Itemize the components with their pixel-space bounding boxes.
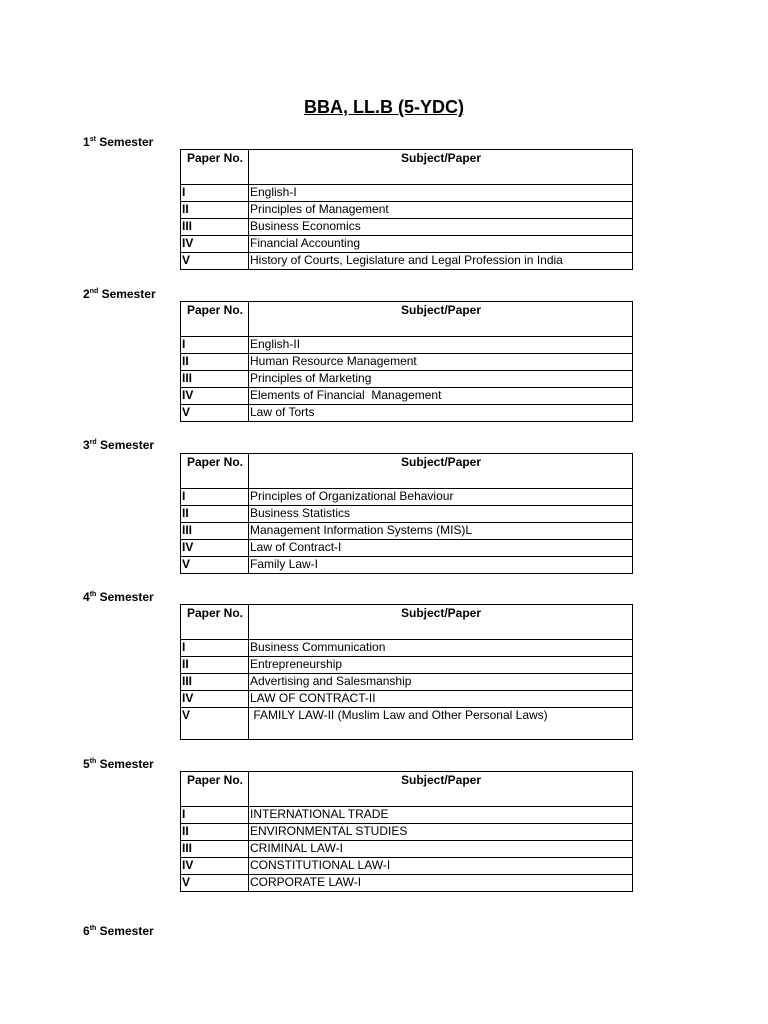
semester-ordinal-suffix: st [89, 136, 96, 143]
subject-header: Subject/Paper [249, 302, 633, 337]
table-row [181, 371, 633, 388]
table-row [181, 337, 633, 354]
semester-ordinal-suffix: nd [89, 288, 99, 295]
paper-number-cell: IV [181, 388, 249, 405]
semester-word: Semester [98, 287, 156, 301]
table-row [181, 691, 633, 708]
table-row [181, 640, 633, 657]
subject-cell: English-I [249, 185, 633, 202]
semester-number: 4 [83, 590, 90, 604]
semester-label [83, 287, 156, 301]
semester-ordinal-suffix: th [89, 591, 97, 598]
subject-cell: Business Economics [249, 219, 633, 236]
table-header-row [181, 454, 633, 489]
document-title: BBA, LL.B (5-YDC) [304, 97, 464, 117]
subject-cell: Financial Accounting [249, 236, 633, 253]
semester-label [83, 757, 154, 771]
semester-label [83, 924, 154, 938]
subject-cell: English-II [249, 337, 633, 354]
paper-number-cell: IV [181, 236, 249, 253]
table-row [181, 185, 633, 202]
table-row [181, 405, 633, 422]
semester-word: Semester [96, 924, 154, 938]
subject-cell: LAW OF CONTRACT-II [249, 691, 633, 708]
table-header-row [181, 302, 633, 337]
semester-number: 3 [83, 438, 90, 452]
paper-number-cell: I [181, 489, 249, 506]
paper-number-cell: I [181, 640, 249, 657]
paper-number-cell: V [181, 253, 249, 270]
subject-cell: Business Communication [249, 640, 633, 657]
table-row [181, 523, 633, 540]
table-row [181, 540, 633, 557]
table-row [181, 841, 633, 858]
semester-table [180, 301, 633, 422]
paper-no-header: Paper No. [181, 454, 249, 489]
semester-ordinal-suffix: th [89, 925, 97, 932]
subject-cell: CRIMINAL LAW-I [249, 841, 633, 858]
table-row [181, 875, 633, 892]
paper-number-cell: I [181, 807, 249, 824]
paper-number-cell: I [181, 337, 249, 354]
paper-number-cell: III [181, 841, 249, 858]
semester-number: 5 [83, 757, 90, 771]
subject-header: Subject/Paper [249, 454, 633, 489]
paper-number-cell: III [181, 674, 249, 691]
paper-number-cell: I [181, 185, 249, 202]
subject-cell: Human Resource Management [249, 354, 633, 371]
table-row [181, 557, 633, 574]
semester-ordinal-suffix: th [89, 758, 97, 765]
subject-cell: Law of Torts [249, 405, 633, 422]
subject-cell: Law of Contract-I [249, 540, 633, 557]
semester-number: 6 [83, 924, 90, 938]
subject-cell: History of Courts, Legislature and Legal Profession in India [249, 253, 633, 270]
semester-table [180, 771, 633, 892]
paper-no-header: Paper No. [181, 772, 249, 807]
paper-number-cell: II [181, 354, 249, 371]
paper-number-cell: V [181, 557, 249, 574]
table-row [181, 253, 633, 270]
semester-word: Semester [96, 438, 155, 452]
paper-no-header: Paper No. [181, 150, 249, 185]
semester-label [83, 135, 153, 149]
paper-number-cell: IV [181, 691, 249, 708]
table-row [181, 824, 633, 841]
paper-number-cell: II [181, 202, 249, 219]
subject-cell: ENVIRONMENTAL STUDIES [249, 824, 633, 841]
subject-cell: Principles of Management [249, 202, 633, 219]
semester-number: 1 [83, 135, 90, 149]
subject-cell: Family Law-I [249, 557, 633, 574]
paper-number-cell: IV [181, 858, 249, 875]
table-row [181, 236, 633, 253]
semester-word: Semester [95, 135, 154, 149]
table-row [181, 858, 633, 875]
paper-number-cell: V [181, 875, 249, 892]
paper-number-cell: V [181, 405, 249, 422]
semester-number: 2 [83, 287, 90, 301]
table-row [181, 202, 633, 219]
table-row [181, 674, 633, 691]
paper-number-cell: II [181, 657, 249, 674]
subject-header: Subject/Paper [249, 605, 633, 640]
subject-cell: Principles of Marketing [249, 371, 633, 388]
semester-word: Semester [96, 590, 154, 604]
subject-cell: CORPORATE LAW-I [249, 875, 633, 892]
subject-header: Subject/Paper [249, 150, 633, 185]
subject-cell: Business Statistics [249, 506, 633, 523]
paper-number-cell: III [181, 523, 249, 540]
table-row [181, 388, 633, 405]
table-header-row [181, 150, 633, 185]
paper-no-header: Paper No. [181, 302, 249, 337]
paper-number-cell: III [181, 371, 249, 388]
subject-cell: Elements of Financial Management [249, 388, 633, 405]
semester-label [83, 590, 154, 604]
semester-word: Semester [96, 757, 154, 771]
paper-number-cell: II [181, 824, 249, 841]
paper-no-header: Paper No. [181, 605, 249, 640]
semester-table [180, 604, 633, 740]
semester-table [180, 453, 633, 574]
table-row [181, 219, 633, 236]
semester-table [180, 149, 633, 270]
table-row [181, 708, 633, 740]
subject-cell: CONSTITUTIONAL LAW-I [249, 858, 633, 875]
table-row [181, 807, 633, 824]
subject-cell: FAMILY LAW-II (Muslim Law and Other Personal Laws) [249, 708, 633, 740]
semester-label [83, 438, 154, 452]
paper-number-cell: IV [181, 540, 249, 557]
paper-number-cell: V [181, 708, 249, 740]
subject-cell: INTERNATIONAL TRADE [249, 807, 633, 824]
paper-number-cell: II [181, 506, 249, 523]
semester-ordinal-suffix: rd [89, 439, 97, 446]
subject-cell: Advertising and Salesmanship [249, 674, 633, 691]
subject-cell: Principles of Organizational Behaviour [249, 489, 633, 506]
table-row [181, 489, 633, 506]
table-header-row [181, 605, 633, 640]
subject-cell: Management Information Systems (MIS)L [249, 523, 633, 540]
table-row [181, 506, 633, 523]
paper-number-cell: III [181, 219, 249, 236]
table-row [181, 657, 633, 674]
table-row [181, 354, 633, 371]
subject-cell: Entrepreneurship [249, 657, 633, 674]
table-header-row [181, 772, 633, 807]
subject-header: Subject/Paper [249, 772, 633, 807]
